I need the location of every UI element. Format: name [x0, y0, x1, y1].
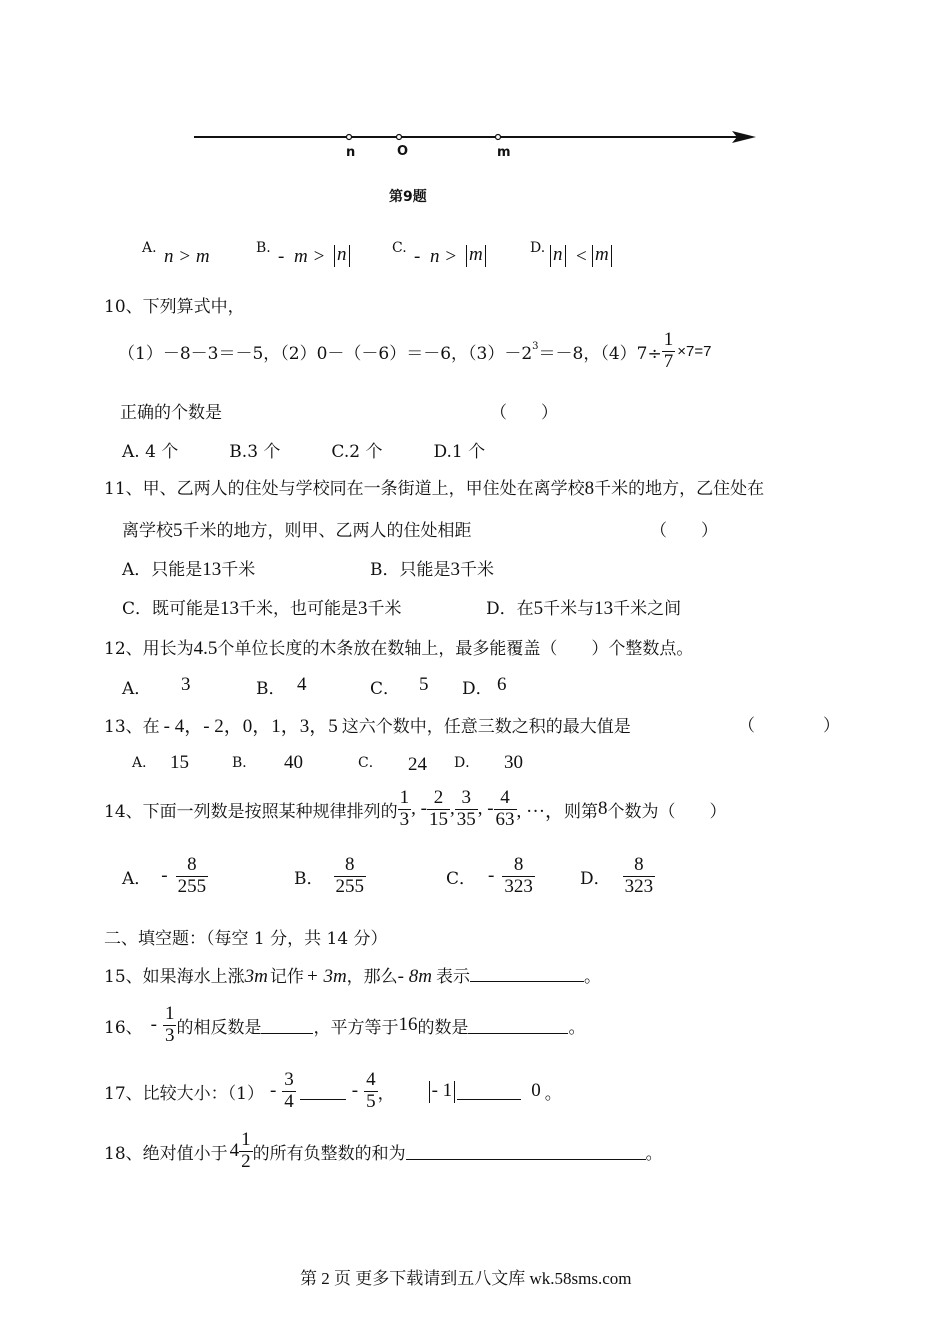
q18: 18、绝对值小于 4 $\frac{1}{2}$ 的所有负整数的和为 。: [104, 1129, 663, 1172]
q10-options: A. 4 个 B.3 个 C.2 个 D.1 个: [122, 442, 486, 462]
q9-d-lt: <: [576, 246, 587, 267]
q17: 17、比较大小：（1） - $\frac{3}{4}$ - $\frac{4}{5}$ ， - 1 0 。: [104, 1069, 562, 1112]
q9-b-abs: n: [332, 244, 352, 267]
label-o: O: [397, 144, 409, 159]
q16-blank-1[interactable]: [261, 1016, 313, 1034]
q11-line1: 11、甲、乙两人的住处与学校同在一条街道上，甲住处在离学校8千米的地方，乙住处在: [104, 478, 765, 499]
q14-option-b: B． $\frac{8}{255}$: [294, 854, 364, 897]
q9-c-abs: m: [464, 244, 488, 267]
q15: 15、如果海水上涨 3m 记作 + 3m ，那么 - 8m 表示 。: [104, 966, 601, 987]
q10-stem: 10、下列算式中，: [104, 297, 245, 317]
point-o: [397, 135, 402, 140]
q11-option-a: A．只能是13千米: [122, 559, 256, 580]
q17-blank-2[interactable]: [457, 1082, 521, 1100]
figure-caption: 第9题: [389, 189, 427, 205]
q11-option-c: C．既可能是13千米，也可能是3千米: [122, 598, 402, 619]
q9-b-expr: m >: [294, 246, 326, 267]
q14-option-d: D． $\frac{8}{323}$: [580, 854, 654, 897]
q15-blank[interactable]: [470, 964, 584, 982]
q10-items: （1）－8－3＝－5，（2）0－（－6）＝－6，（3）－2 $^3$ ＝－8，（4）7÷ $\frac{1}{7}$ ×7=7: [118, 329, 712, 372]
number-line-figure: [0, 0, 950, 220]
point-m: [496, 135, 501, 140]
q14-option-c: C． - $\frac{8}{323}$: [446, 854, 533, 897]
section-2-title: 二、填空题：（每空 1 分，共 14 分）: [104, 929, 388, 949]
q9-a-letter: A.: [142, 240, 157, 256]
q9-b-letter: B.: [256, 240, 271, 256]
label-n: n: [346, 145, 356, 160]
q9-c-letter: C.: [392, 240, 407, 256]
q9-d-abs2: m: [590, 244, 614, 267]
q16-blank-2[interactable]: [468, 1016, 568, 1034]
label-m: m: [497, 145, 511, 160]
q11-line2: 离学校5千米的地方，则甲、乙两人的住处相距: [122, 520, 472, 541]
q12-stem: 12、用长为4.5个单位长度的木条放在数轴上，最多能覆盖（ ）个整数点。: [104, 638, 694, 659]
q9-c-minus: -: [414, 246, 421, 267]
q14-stem: 14、下面一列数是按照某种规律排列的 $\frac{1}{3}$ , - $\frac{2}{15}$ , $\frac{3}{35}$ , - $\frac{4}{63}$ , ···， 则第 8 个数为（ ）: [104, 787, 727, 830]
q11-option-b: B．只能是3千米: [370, 559, 494, 580]
q9-c-expr: n >: [430, 246, 458, 267]
q10-ask: 正确的个数是: [120, 403, 222, 423]
q11-paren: （ ）: [650, 521, 718, 541]
q16: 16、 - $\frac{1}{3}$ 的相反数是 ，平方等于 16 的数是 。: [104, 1003, 586, 1046]
page-footer: 第 2 页 更多下载请到五八文库 wk.58sms.com: [300, 1269, 632, 1288]
q17-blank-1[interactable]: [300, 1082, 346, 1100]
q14-option-a: A． - $\frac{8}{255}$: [122, 854, 207, 897]
q9-d-abs1: n: [548, 244, 568, 267]
q13-stem: 13、在 - 4，- 2，0，1，3，5 这六个数中，任意三数之积的最大值是: [104, 716, 631, 737]
q10-fraction: $\frac{1}{7}$: [663, 329, 674, 372]
q9-a-expr: n > m: [164, 246, 210, 267]
q9-b-minus: -: [278, 246, 285, 267]
q11-option-d: D．在5千米与13千米之间: [486, 598, 682, 619]
q9-d-letter: D.: [530, 240, 546, 256]
q18-blank[interactable]: [406, 1142, 646, 1160]
q13-paren: （ ）: [738, 716, 840, 736]
q17-abs: - 1: [427, 1080, 458, 1103]
q10-paren: （ ）: [490, 403, 558, 423]
point-n: [347, 135, 352, 140]
